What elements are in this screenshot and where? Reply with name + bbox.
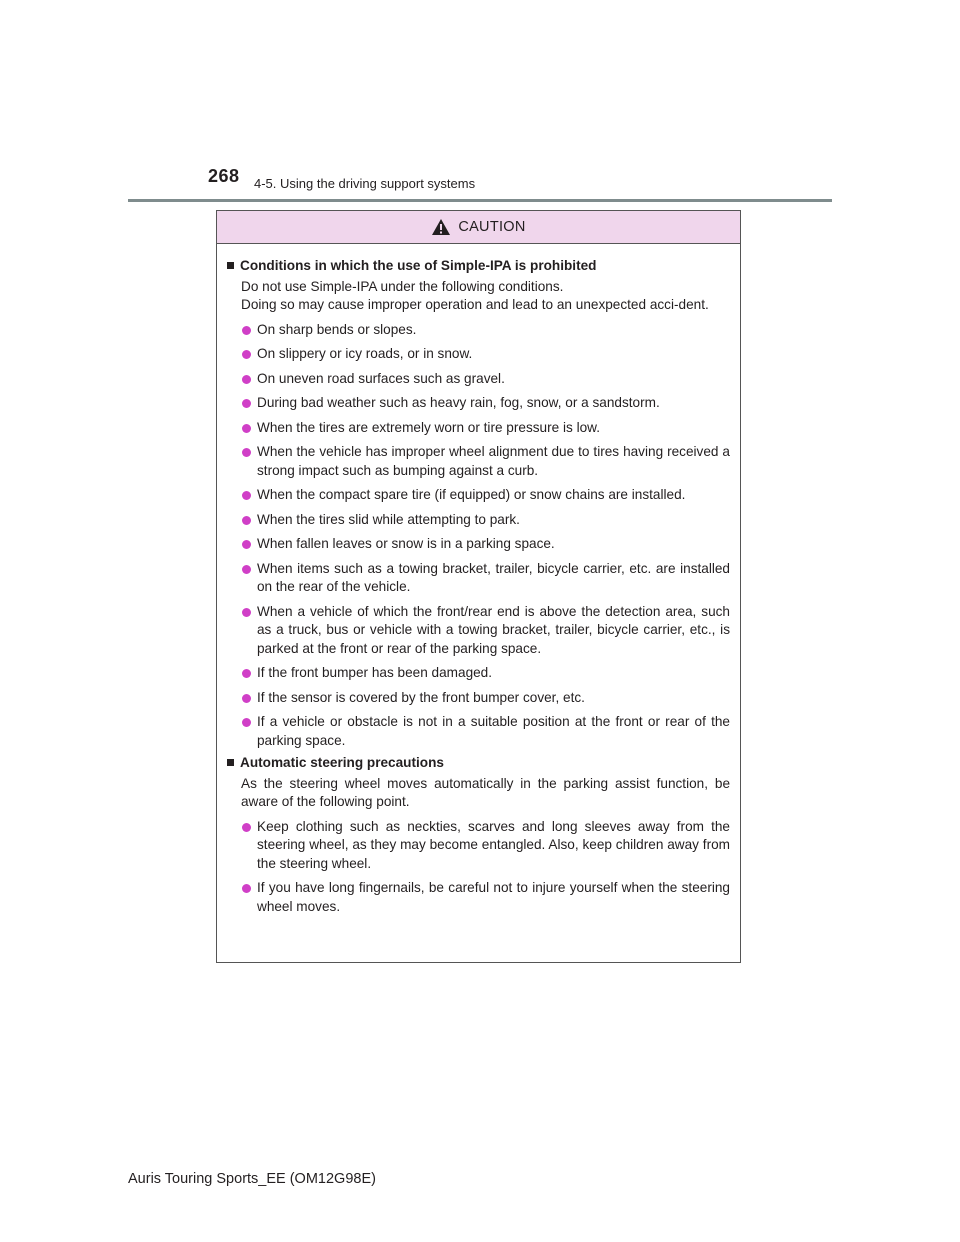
circle-bullet-icon bbox=[242, 491, 251, 500]
section-intro: As the steering wheel moves automatically in the parking assist function, be aware of the following point. bbox=[241, 775, 730, 809]
circle-bullet-icon bbox=[242, 399, 251, 408]
circle-bullet-icon bbox=[242, 669, 251, 678]
list-item: When the tires are extremely worn or tire pressure is low. bbox=[227, 419, 730, 438]
caution-body bbox=[217, 244, 740, 916]
list-item: On slippery or icy roads, or in snow. bbox=[227, 345, 730, 364]
circle-bullet-icon bbox=[242, 424, 251, 433]
list-item: When a vehicle of which the front/rear end is above the detection area, such as a truck, bus or vehicle with a towing bracket, trailer, bicycle carrier, etc., is parked at the front or rear of the parking space. bbox=[227, 603, 730, 659]
circle-bullet-icon bbox=[242, 884, 251, 893]
circle-bullet-icon bbox=[242, 565, 251, 574]
circle-bullet-icon bbox=[242, 608, 251, 617]
list-item: When items such as a towing bracket, trailer, bicycle carrier, etc. are installed on the rear of the vehicle. bbox=[227, 560, 730, 597]
list-item: On sharp bends or slopes. bbox=[227, 321, 730, 340]
list-item: When the tires slid while attempting to park. bbox=[227, 511, 730, 530]
circle-bullet-icon bbox=[242, 694, 251, 703]
list-item: If the front bumper has been damaged. bbox=[227, 664, 730, 683]
circle-bullet-icon bbox=[242, 540, 251, 549]
precaution-list bbox=[227, 818, 730, 917]
circle-bullet-icon bbox=[242, 375, 251, 384]
list-item: During bad weather such as heavy rain, fog, snow, or a sandstorm. bbox=[227, 394, 730, 413]
circle-bullet-icon bbox=[242, 448, 251, 457]
list-item: When the compact spare tire (if equipped) or snow chains are installed. bbox=[227, 486, 730, 505]
caution-box bbox=[216, 210, 741, 963]
list-item: If the sensor is covered by the front bumper cover, etc. bbox=[227, 689, 730, 708]
caution-title: CAUTION bbox=[458, 219, 526, 235]
circle-bullet-icon bbox=[242, 516, 251, 525]
list-item: When fallen leaves or snow is in a parking space. bbox=[227, 535, 730, 554]
caution-header bbox=[217, 211, 740, 244]
section-intro: Do not use Simple-IPA under the following conditions. Doing so may cause improper operation and lead to an unexpected acci-dent. bbox=[241, 278, 709, 312]
page-number: 268 bbox=[208, 166, 240, 186]
list-item: On uneven road surfaces such as gravel. bbox=[227, 370, 730, 389]
section-heading-prohibited: Conditions in which the use of Simple-IPA is prohibited bbox=[227, 257, 730, 276]
manual-footer: Auris Touring Sports_EE (OM12G98E) bbox=[128, 1171, 376, 1187]
header-rule bbox=[128, 199, 832, 202]
circle-bullet-icon bbox=[242, 326, 251, 335]
circle-bullet-icon bbox=[242, 718, 251, 727]
circle-bullet-icon bbox=[242, 823, 251, 832]
square-bullet-icon bbox=[227, 262, 234, 269]
list-item: When the vehicle has improper wheel alignment due to tires having received a strong impact such as bumping against a curb. bbox=[227, 443, 730, 480]
warning-triangle-icon bbox=[431, 218, 451, 236]
list-item: If you have long fingernails, be careful not to injure yourself when the steering wheel moves. bbox=[227, 879, 730, 916]
circle-bullet-icon bbox=[242, 350, 251, 359]
section-title: 4-5. Using the driving support systems bbox=[254, 176, 476, 191]
section-heading-steering: Automatic steering precautions bbox=[227, 754, 730, 773]
list-item: Keep clothing such as neckties, scarves and long sleeves away from the steering wheel, as they may become entangled. Also, keep children away from the steering wheel. bbox=[227, 818, 730, 874]
square-bullet-icon bbox=[227, 759, 234, 766]
condition-list bbox=[227, 321, 730, 751]
list-item: If a vehicle or obstacle is not in a suitable position at the front or rear of the parking space. bbox=[227, 713, 730, 750]
